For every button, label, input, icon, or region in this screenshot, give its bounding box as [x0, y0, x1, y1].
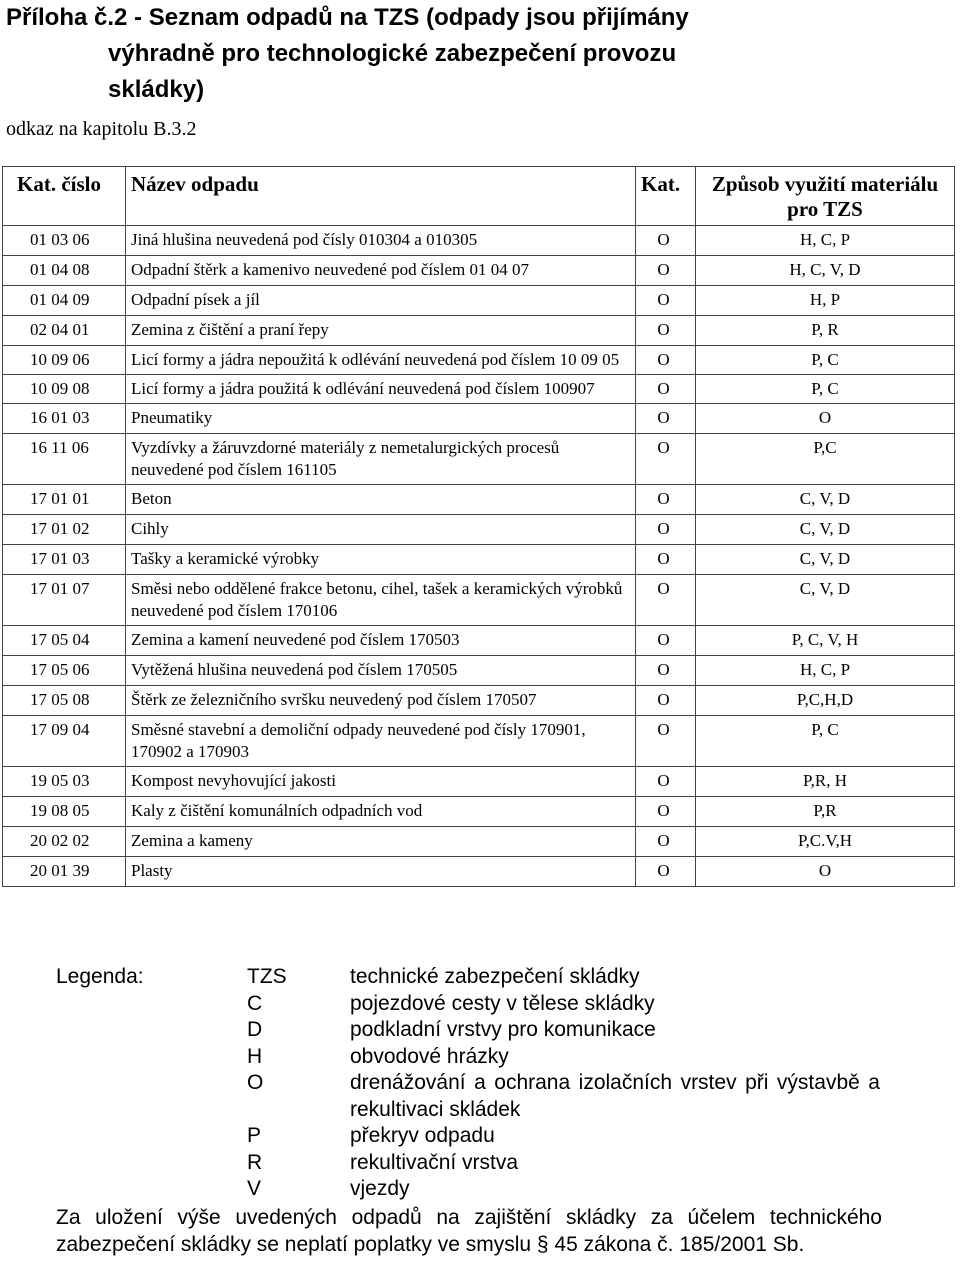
- waste-name-cell: Odpadní písek a jíl: [126, 286, 636, 316]
- waste-category-cell: O: [636, 545, 696, 575]
- legend-desc: podkladní vrstvy pro komunikace: [350, 1018, 656, 1041]
- waste-use-cell: P, R: [696, 316, 955, 346]
- waste-name-cell: Jiná hlušina neuvedená pod čísly 010304 a 010305: [126, 226, 636, 256]
- table-row: [3, 226, 955, 256]
- waste-use-cell: P,R, H: [696, 767, 955, 797]
- waste-code-cell: 19 08 05: [3, 797, 126, 827]
- legend: [56, 964, 886, 1203]
- table-header-row: [3, 167, 955, 226]
- waste-category-cell: O: [636, 404, 696, 434]
- table-row: [3, 404, 955, 434]
- waste-code-cell: 10 09 06: [3, 346, 126, 375]
- legend-abbr: O: [247, 1071, 264, 1094]
- table-row: [3, 375, 955, 404]
- waste-code-cell: 19 05 03: [3, 767, 126, 797]
- waste-use-cell: H, C, V, D: [696, 256, 955, 286]
- legend-row: [56, 1044, 886, 1071]
- table-row: [3, 626, 955, 656]
- waste-code-cell: 17 05 06: [3, 656, 126, 686]
- legend-row: [56, 1123, 886, 1150]
- waste-category-cell: O: [636, 827, 696, 857]
- heading-line-1: Příloha č.2 - Seznam odpadů na TZS (odpady jsou přijímány: [6, 4, 689, 31]
- table-row: [3, 827, 955, 857]
- waste-code-cell: 17 05 08: [3, 686, 126, 716]
- legend-desc: vjezdy: [350, 1177, 410, 1200]
- waste-name-cell: Kompost nevyhovující jakosti: [126, 767, 636, 797]
- waste-use-cell: H, C, P: [696, 656, 955, 686]
- waste-code-cell: 20 01 39: [3, 857, 126, 887]
- legend-row: [56, 964, 886, 991]
- legend-row: [56, 991, 886, 1018]
- table-row: [3, 286, 955, 316]
- table-row: [3, 857, 955, 887]
- legend-abbr: P: [247, 1124, 262, 1147]
- header-category: Kat.: [636, 167, 696, 226]
- waste-use-cell: H, C, P: [696, 226, 955, 256]
- waste-category-cell: O: [636, 767, 696, 797]
- waste-use-cell: C, V, D: [696, 575, 955, 626]
- waste-use-cell: C, V, D: [696, 545, 955, 575]
- waste-name-cell: Tašky a keramické výrobky: [126, 545, 636, 575]
- waste-use-cell: O: [696, 404, 955, 434]
- legend-row: [56, 1176, 886, 1203]
- fee-note: Za uložení výše uvedených odpadů na zajištění skládky za účelem technického zabezpečení skládky se neplatí poplatky ve smyslu § 45 zákona č. 185/2001 Sb.: [56, 1206, 882, 1256]
- waste-category-cell: O: [636, 686, 696, 716]
- waste-name-cell: Plasty: [126, 857, 636, 887]
- waste-use-cell: C, V, D: [696, 485, 955, 515]
- waste-category-cell: O: [636, 256, 696, 286]
- legend-abbr: TZS: [247, 965, 287, 988]
- waste-category-cell: O: [636, 857, 696, 887]
- waste-code-cell: 17 09 04: [3, 716, 126, 767]
- waste-code-cell: 20 02 02: [3, 827, 126, 857]
- legend-row: [56, 1150, 886, 1177]
- waste-category-cell: O: [636, 515, 696, 545]
- waste-use-cell: C, V, D: [696, 515, 955, 545]
- waste-name-cell: Vytěžená hlušina neuvedená pod číslem 170505: [126, 656, 636, 686]
- header-use: Způsob využití materiálu pro TZS: [696, 167, 955, 226]
- waste-table: [2, 166, 955, 887]
- chapter-reference: odkaz na kapitolu B.3.2: [6, 118, 197, 140]
- waste-category-cell: O: [636, 346, 696, 375]
- legend-desc: drenážování a ochrana izolačních vrstev při výstavbě a rekultivaci skládek: [350, 1071, 880, 1121]
- waste-use-cell: P,C: [696, 434, 955, 485]
- waste-code-cell: 17 05 04: [3, 626, 126, 656]
- waste-use-cell: H, P: [696, 286, 955, 316]
- legend-desc: technické zabezpečení skládky: [350, 965, 640, 988]
- waste-use-cell: P, C: [696, 716, 955, 767]
- table-row: [3, 316, 955, 346]
- waste-name-cell: Směsné stavební a demoliční odpady neuvedené pod čísly 170901, 170902 a 170903: [126, 716, 636, 767]
- table-row: [3, 716, 955, 767]
- legend-desc: obvodové hrázky: [350, 1044, 509, 1068]
- waste-use-cell: O: [696, 857, 955, 887]
- table-row: [3, 575, 955, 626]
- waste-use-cell: P, C: [696, 346, 955, 375]
- header-name: Název odpadu: [126, 167, 636, 226]
- waste-code-cell: 17 01 03: [3, 545, 126, 575]
- waste-name-cell: Odpadní štěrk a kamenivo neuvedené pod číslem 01 04 07: [126, 256, 636, 286]
- waste-category-cell: O: [636, 434, 696, 485]
- waste-code-cell: 01 03 06: [3, 226, 126, 256]
- waste-code-cell: 16 01 03: [3, 404, 126, 434]
- waste-code-cell: 16 11 06: [3, 434, 126, 485]
- table-row: [3, 767, 955, 797]
- legend-desc: pojezdové cesty v tělese skládky: [350, 991, 655, 1015]
- waste-code-cell: 17 01 01: [3, 485, 126, 515]
- table-row: [3, 434, 955, 485]
- waste-name-cell: Zemina a kamení neuvedené pod číslem 170503: [126, 626, 636, 656]
- waste-category-cell: O: [636, 286, 696, 316]
- waste-name-cell: Zemina a kameny: [126, 827, 636, 857]
- table-row: [3, 485, 955, 515]
- waste-category-cell: O: [636, 375, 696, 404]
- waste-code-cell: 01 04 08: [3, 256, 126, 286]
- legend-abbr: H: [247, 1044, 263, 1068]
- table-row: [3, 256, 955, 286]
- waste-use-cell: P,C,H,D: [696, 686, 955, 716]
- legend-row: [56, 1017, 886, 1044]
- legend-desc: rekultivační vrstva: [350, 1150, 519, 1174]
- heading-line-3: skládky): [108, 76, 205, 103]
- waste-category-cell: O: [636, 575, 696, 626]
- legend-abbr: V: [247, 1177, 262, 1200]
- waste-name-cell: Beton: [126, 485, 636, 515]
- waste-category-cell: O: [636, 316, 696, 346]
- waste-use-cell: P, C: [696, 375, 955, 404]
- waste-code-cell: 01 04 09: [3, 286, 126, 316]
- waste-category-cell: O: [636, 656, 696, 686]
- waste-name-cell: Cihly: [126, 515, 636, 545]
- table-row: [3, 545, 955, 575]
- waste-code-cell: 10 09 08: [3, 375, 126, 404]
- document-heading: [6, 0, 946, 108]
- waste-category-cell: O: [636, 226, 696, 256]
- heading-line-2: výhradně pro technologické zabezpečení provozu: [108, 40, 677, 67]
- waste-name-cell: Kaly z čištění komunálních odpadních vod: [126, 797, 636, 827]
- legend-abbr: R: [247, 1150, 263, 1174]
- waste-name-cell: Štěrk ze železničního svršku neuvedený pod číslem 170507: [126, 686, 636, 716]
- table-row: [3, 515, 955, 545]
- waste-category-cell: O: [636, 797, 696, 827]
- waste-name-cell: Licí formy a jádra nepoužitá k odlévání neuvedená pod číslem 10 09 05: [126, 346, 636, 375]
- waste-use-cell: P, C, V, H: [696, 626, 955, 656]
- waste-code-cell: 17 01 02: [3, 515, 126, 545]
- waste-category-cell: O: [636, 626, 696, 656]
- waste-name-cell: Licí formy a jádra použitá k odlévání neuvedená pod číslem 100907: [126, 375, 636, 404]
- waste-category-cell: O: [636, 716, 696, 767]
- waste-use-cell: P,C.V,H: [696, 827, 955, 857]
- table-row: [3, 656, 955, 686]
- legend-desc: překryv odpadu: [350, 1124, 495, 1147]
- legend-abbr: D: [247, 1018, 263, 1041]
- waste-name-cell: Vyzdívky a žáruvzdorné materiály z nemetalurgických procesů neuvedené pod číslem 161105: [126, 434, 636, 485]
- waste-name-cell: Směsi nebo oddělené frakce betonu, cihel, tašek a keramických výrobků neuvedené pod číslem 170106: [126, 575, 636, 626]
- table-row: [3, 797, 955, 827]
- waste-use-cell: P,R: [696, 797, 955, 827]
- table-body: [3, 226, 955, 887]
- waste-name-cell: Zemina z čištění a praní řepy: [126, 316, 636, 346]
- legend-row: [56, 1070, 886, 1123]
- waste-name-cell: Pneumatiky: [126, 404, 636, 434]
- legend-label: Legenda:: [56, 965, 144, 988]
- legend-abbr: C: [247, 991, 263, 1015]
- waste-code-cell: 02 04 01: [3, 316, 126, 346]
- table-row: [3, 686, 955, 716]
- waste-code-cell: 17 01 07: [3, 575, 126, 626]
- waste-category-cell: O: [636, 485, 696, 515]
- table-row: [3, 346, 955, 375]
- header-code: Kat. číslo: [3, 167, 126, 226]
